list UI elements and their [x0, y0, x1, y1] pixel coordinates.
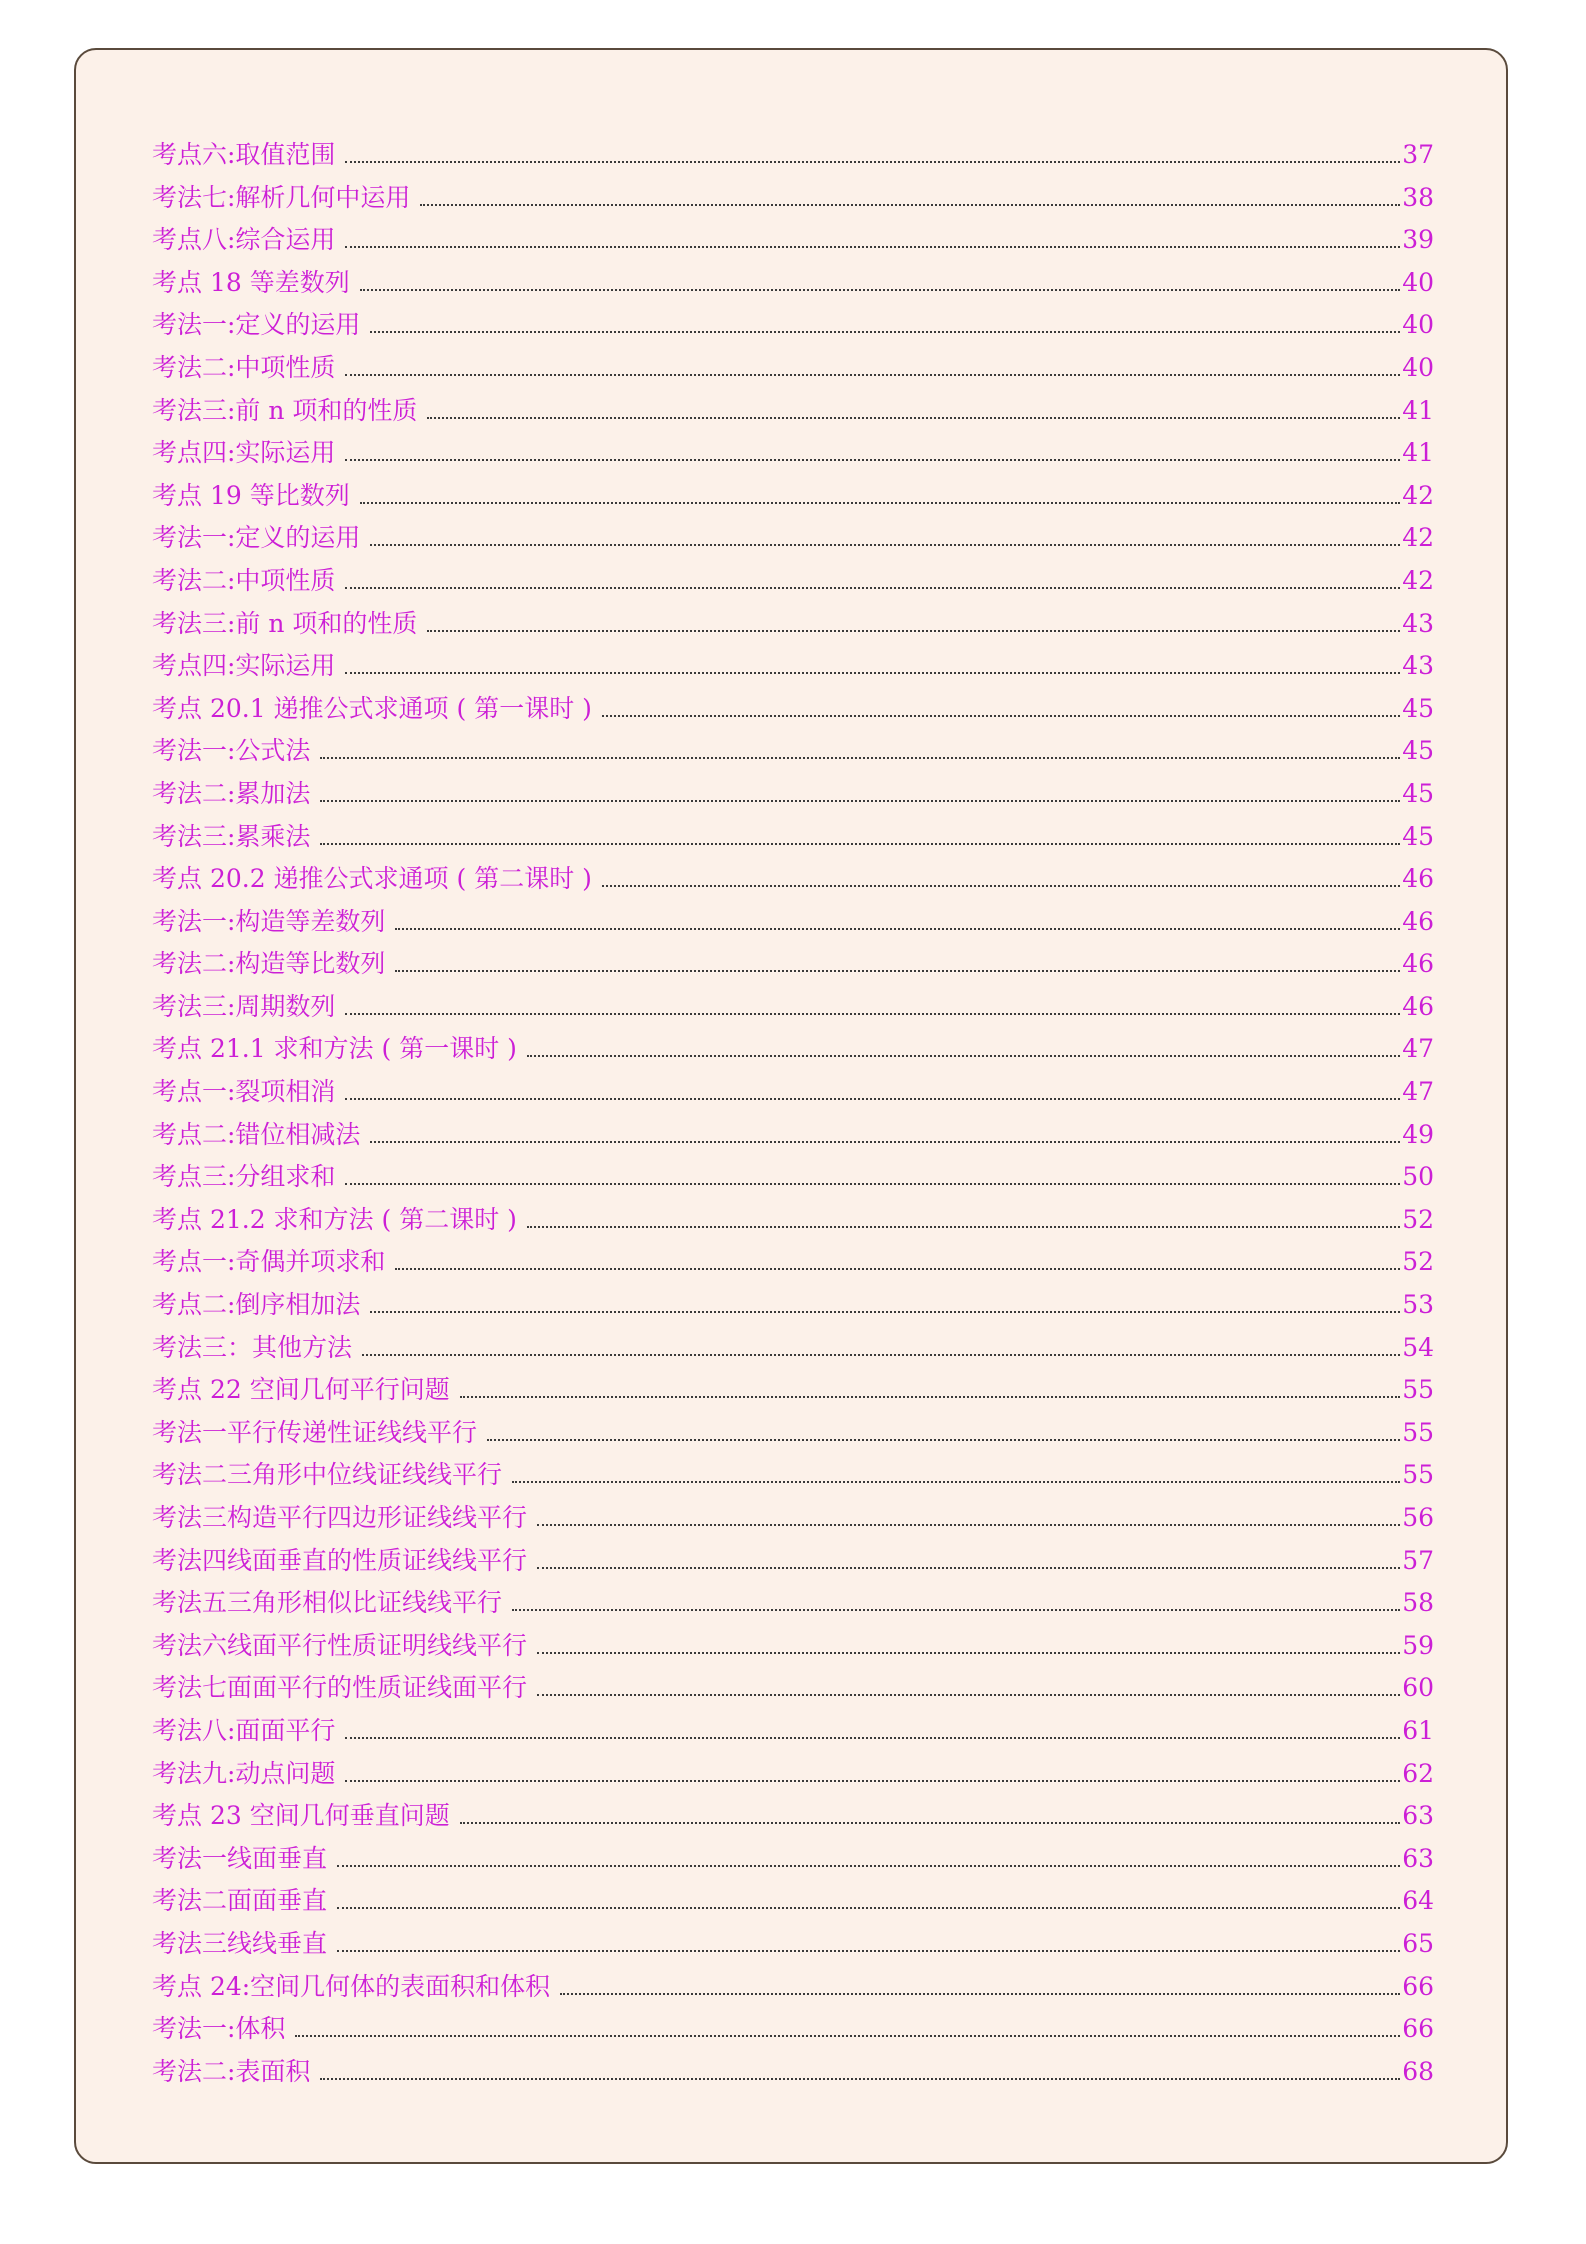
toc-entry[interactable] [152, 1454, 1434, 1497]
dot-leader [427, 630, 1400, 632]
toc-entry-page-number: 59 [1402, 1630, 1434, 1660]
dot-leader [537, 1694, 1400, 1696]
dot-leader [360, 289, 1400, 291]
toc-entry-title: 考法二面面垂直 [152, 1886, 328, 1916]
toc-entry[interactable] [152, 2008, 1434, 2051]
toc-entry[interactable] [152, 262, 1434, 305]
toc-entry[interactable] [152, 475, 1434, 518]
toc-entry[interactable] [152, 645, 1434, 688]
toc-entry-page-number: 43 [1402, 651, 1434, 681]
toc-entry-title: 考法四线面垂直的性质证线线平行 [152, 1545, 528, 1575]
toc-entry-title: 考点 18 等差数列 [152, 267, 350, 297]
toc-entry[interactable] [152, 1241, 1434, 1284]
dot-leader [320, 800, 1400, 802]
toc-entry[interactable] [152, 1880, 1434, 1923]
toc-entry-page-number: 42 [1402, 565, 1434, 595]
dot-leader [370, 1311, 1400, 1313]
toc-entry-page-number: 42 [1402, 480, 1434, 510]
toc-entry[interactable] [152, 1369, 1434, 1412]
toc-entry[interactable] [152, 943, 1434, 986]
dot-leader [345, 161, 1400, 163]
toc-entry-page-number: 43 [1402, 608, 1434, 638]
toc-entry-title: 考法三构造平行四边形证线线平行 [152, 1503, 528, 1532]
toc-entry-page-number: 46 [1402, 864, 1434, 894]
dot-leader [420, 204, 1400, 206]
toc-entry-title: 考法七面面平行的性质证线面平行 [152, 1673, 528, 1703]
dot-leader [512, 1609, 1400, 1611]
dot-leader [527, 1055, 1400, 1057]
dot-leader [345, 1737, 1400, 1739]
toc-entry-title: 考法三:前 n 项和的性质 [152, 395, 418, 425]
toc-entry-title: 考点 22 空间几何平行问题 [152, 1375, 450, 1405]
toc-entry-page-number: 64 [1402, 1886, 1434, 1916]
toc-entry-title: 考点二:倒序相加法 [152, 1290, 361, 1320]
toc-entry[interactable] [152, 1625, 1434, 1668]
toc-entry[interactable] [152, 1327, 1434, 1370]
toc-entry-page-number: 63 [1402, 1801, 1434, 1831]
toc-entry-page-number: 40 [1402, 352, 1434, 382]
dot-leader [537, 1567, 1400, 1569]
toc-entry-page-number: 45 [1402, 693, 1434, 723]
toc-entry-title: 考法二:构造等比数列 [152, 949, 386, 979]
toc-entry-title: 考点一:裂项相消 [152, 1077, 336, 1107]
toc-entry-page-number: 46 [1402, 906, 1434, 936]
toc-entry-page-number: 56 [1402, 1503, 1434, 1532]
toc-entry[interactable] [152, 219, 1434, 262]
toc-entry-page-number: 62 [1402, 1758, 1434, 1788]
toc-entry-title: 考法三线线垂直 [152, 1928, 328, 1958]
dot-leader [345, 672, 1400, 674]
toc-entry-page-number: 46 [1402, 949, 1434, 979]
toc-entry-title: 考法二三角形中位线证线线平行 [152, 1460, 503, 1490]
dot-leader [345, 459, 1400, 461]
toc-entry-page-number: 42 [1402, 523, 1434, 553]
dot-leader [345, 1098, 1400, 1100]
toc-entry-page-number: 47 [1402, 1034, 1434, 1064]
toc-entry-page-number: 58 [1402, 1588, 1434, 1618]
toc-entry-page-number: 45 [1402, 736, 1434, 766]
toc-entry-title: 考法一:定义的运用 [152, 310, 361, 340]
dot-leader [345, 1183, 1400, 1185]
dot-leader [337, 1950, 1400, 1952]
dot-leader [337, 1907, 1400, 1909]
toc-entry-title: 考法一:定义的运用 [152, 523, 361, 553]
toc-entry-title: 考点八:综合运用 [152, 225, 336, 255]
dot-leader [360, 502, 1400, 504]
dot-leader [345, 374, 1400, 376]
toc-entry-page-number: 40 [1402, 267, 1434, 297]
toc-entry[interactable] [152, 517, 1434, 560]
dot-leader [370, 331, 1400, 333]
toc-entry-page-number: 52 [1402, 1204, 1434, 1234]
toc-entry[interactable] [152, 177, 1434, 220]
toc-entry-title: 考法二:中项性质 [152, 352, 336, 382]
dot-leader [345, 587, 1400, 589]
toc-entry[interactable] [152, 1199, 1434, 1242]
toc-entry-page-number: 52 [1402, 1247, 1434, 1277]
toc-entry-page-number: 47 [1402, 1077, 1434, 1107]
toc-entry-title: 考点四:实际运用 [152, 438, 336, 468]
dot-leader [460, 1396, 1400, 1398]
toc-entry-title: 考法二:表面积 [152, 2056, 311, 2086]
toc-entry-page-number: 39 [1402, 225, 1434, 255]
toc-entry-title: 考点六:取值范围 [152, 140, 336, 169]
toc-entry-title: 考点三:分组求和 [152, 1162, 336, 1192]
toc-entry[interactable] [152, 858, 1434, 901]
toc-entry[interactable] [152, 1710, 1434, 1753]
toc-entry-page-number: 66 [1402, 2014, 1434, 2044]
toc-entry-page-number: 68 [1402, 2056, 1434, 2086]
dot-leader [527, 1226, 1400, 1228]
toc-entry-title: 考法一:构造等差数列 [152, 906, 386, 936]
dot-leader [602, 885, 1400, 887]
toc-entry[interactable] [152, 603, 1434, 646]
dot-leader [395, 1268, 1400, 1270]
toc-entry[interactable] [152, 1966, 1434, 2009]
dot-leader [427, 417, 1400, 419]
dot-leader [345, 1013, 1400, 1015]
dot-leader [602, 715, 1400, 717]
toc-entry[interactable] [152, 1667, 1434, 1710]
table-of-contents [152, 134, 1434, 2093]
toc-entry[interactable] [152, 1071, 1434, 1114]
toc-entry-title: 考法一线面垂直 [152, 1843, 328, 1873]
dot-leader [295, 2035, 1400, 2037]
toc-entry-title: 考法六线面平行性质证明线线平行 [152, 1630, 528, 1660]
toc-entry-page-number: 55 [1402, 1375, 1434, 1405]
toc-entry-title: 考点 23 空间几何垂直问题 [152, 1801, 450, 1831]
toc-entry-title: 考法八:面面平行 [152, 1715, 336, 1745]
toc-entry-page-number: 41 [1402, 438, 1434, 468]
toc-entry-title: 考点 20.2 递推公式求通项 ( 第二课时 ) [152, 864, 592, 894]
toc-entry-page-number: 37 [1402, 140, 1434, 169]
toc-entry-title: 考点四:实际运用 [152, 651, 336, 681]
dot-leader [370, 1141, 1400, 1143]
toc-entry[interactable] [152, 560, 1434, 603]
toc-entry[interactable] [152, 816, 1434, 859]
dot-leader [537, 1652, 1400, 1654]
toc-entry-page-number: 66 [1402, 1971, 1434, 2001]
toc-entry-title: 考法九:动点问题 [152, 1758, 336, 1788]
toc-entry[interactable] [152, 347, 1434, 390]
toc-entry-title: 考法三：其他方法 [152, 1332, 353, 1362]
toc-entry-page-number: 50 [1402, 1162, 1434, 1192]
dot-leader [337, 1865, 1400, 1867]
toc-entry-page-number: 41 [1402, 395, 1434, 425]
toc-entry-page-number: 65 [1402, 1928, 1434, 1958]
toc-entry-title: 考点二:错位相减法 [152, 1119, 361, 1149]
toc-entry-title: 考法三:周期数列 [152, 991, 336, 1021]
toc-entry-title: 考法三:前 n 项和的性质 [152, 608, 418, 638]
dot-leader [320, 757, 1400, 759]
toc-entry[interactable] [152, 730, 1434, 773]
dot-leader [395, 970, 1400, 972]
toc-entry-title: 考点一:奇偶并项求和 [152, 1247, 386, 1277]
toc-entry[interactable] [152, 1923, 1434, 1966]
toc-entry-page-number: 55 [1402, 1417, 1434, 1447]
toc-entry-page-number: 60 [1402, 1673, 1434, 1703]
dot-leader [362, 1354, 1400, 1356]
toc-entry-page-number: 61 [1402, 1715, 1434, 1745]
toc-entry-page-number: 57 [1402, 1545, 1434, 1575]
toc-entry-title: 考法五三角形相似比证线线平行 [152, 1588, 503, 1618]
toc-entry[interactable] [152, 688, 1434, 731]
toc-entry-page-number: 54 [1402, 1332, 1434, 1362]
dot-leader [512, 1481, 1400, 1483]
toc-entry[interactable] [152, 2051, 1434, 2094]
toc-entry-title: 考法二:中项性质 [152, 565, 336, 595]
toc-entry[interactable] [152, 304, 1434, 347]
toc-entry[interactable] [152, 1412, 1434, 1455]
toc-entry[interactable] [152, 1582, 1434, 1625]
toc-entry-page-number: 63 [1402, 1843, 1434, 1873]
dot-leader [320, 2078, 1400, 2080]
toc-entry[interactable] [152, 1497, 1434, 1540]
toc-entry-page-number: 40 [1402, 310, 1434, 340]
toc-entry-title: 考法三:累乘法 [152, 821, 311, 851]
toc-entry[interactable] [152, 1540, 1434, 1583]
dot-leader [370, 544, 1400, 546]
toc-entry-title: 考点 19 等比数列 [152, 480, 350, 510]
toc-entry[interactable] [152, 1795, 1434, 1838]
toc-entry[interactable] [152, 986, 1434, 1029]
toc-entry[interactable] [152, 1284, 1434, 1327]
toc-entry-title: 考法一:体积 [152, 2014, 286, 2044]
toc-entry-page-number: 55 [1402, 1460, 1434, 1490]
toc-entry-title: 考法一:公式法 [152, 736, 311, 766]
toc-entry[interactable] [152, 1156, 1434, 1199]
toc-entry[interactable] [152, 1838, 1434, 1881]
dot-leader [320, 843, 1400, 845]
dot-leader [345, 246, 1400, 248]
dot-leader [345, 1780, 1400, 1782]
toc-entry-page-number: 53 [1402, 1290, 1434, 1320]
dot-leader [395, 928, 1400, 930]
dot-leader [460, 1822, 1400, 1824]
toc-entry-page-number: 45 [1402, 821, 1434, 851]
toc-entry-title: 考点 20.1 递推公式求通项 ( 第一课时 ) [152, 693, 592, 723]
toc-entry-page-number: 46 [1402, 991, 1434, 1021]
toc-entry-page-number: 49 [1402, 1119, 1434, 1149]
toc-entry[interactable] [152, 773, 1434, 816]
toc-entry-title: 考法七:解析几何中运用 [152, 182, 411, 212]
toc-entry-page-number: 45 [1402, 778, 1434, 808]
toc-entry[interactable] [152, 134, 1434, 177]
dot-leader [560, 1993, 1400, 1995]
toc-entry-title: 考法二:累加法 [152, 778, 311, 808]
toc-entry[interactable] [152, 432, 1434, 475]
toc-entry-page-number: 38 [1402, 182, 1434, 212]
toc-entry[interactable] [152, 1028, 1434, 1071]
toc-entry-title: 考法一平行传递性证线线平行 [152, 1417, 478, 1447]
toc-entry-title: 考点 21.2 求和方法 ( 第二课时 ) [152, 1204, 517, 1234]
toc-entry[interactable] [152, 1114, 1434, 1157]
toc-entry[interactable] [152, 901, 1434, 944]
dot-leader [537, 1524, 1400, 1526]
toc-entry[interactable] [152, 1753, 1434, 1796]
toc-entry-title: 考点 21.1 求和方法 ( 第一课时 ) [152, 1034, 517, 1064]
toc-entry-title: 考点 24:空间几何体的表面积和体积 [152, 1971, 551, 2001]
toc-entry[interactable] [152, 390, 1434, 433]
dot-leader [487, 1439, 1400, 1441]
